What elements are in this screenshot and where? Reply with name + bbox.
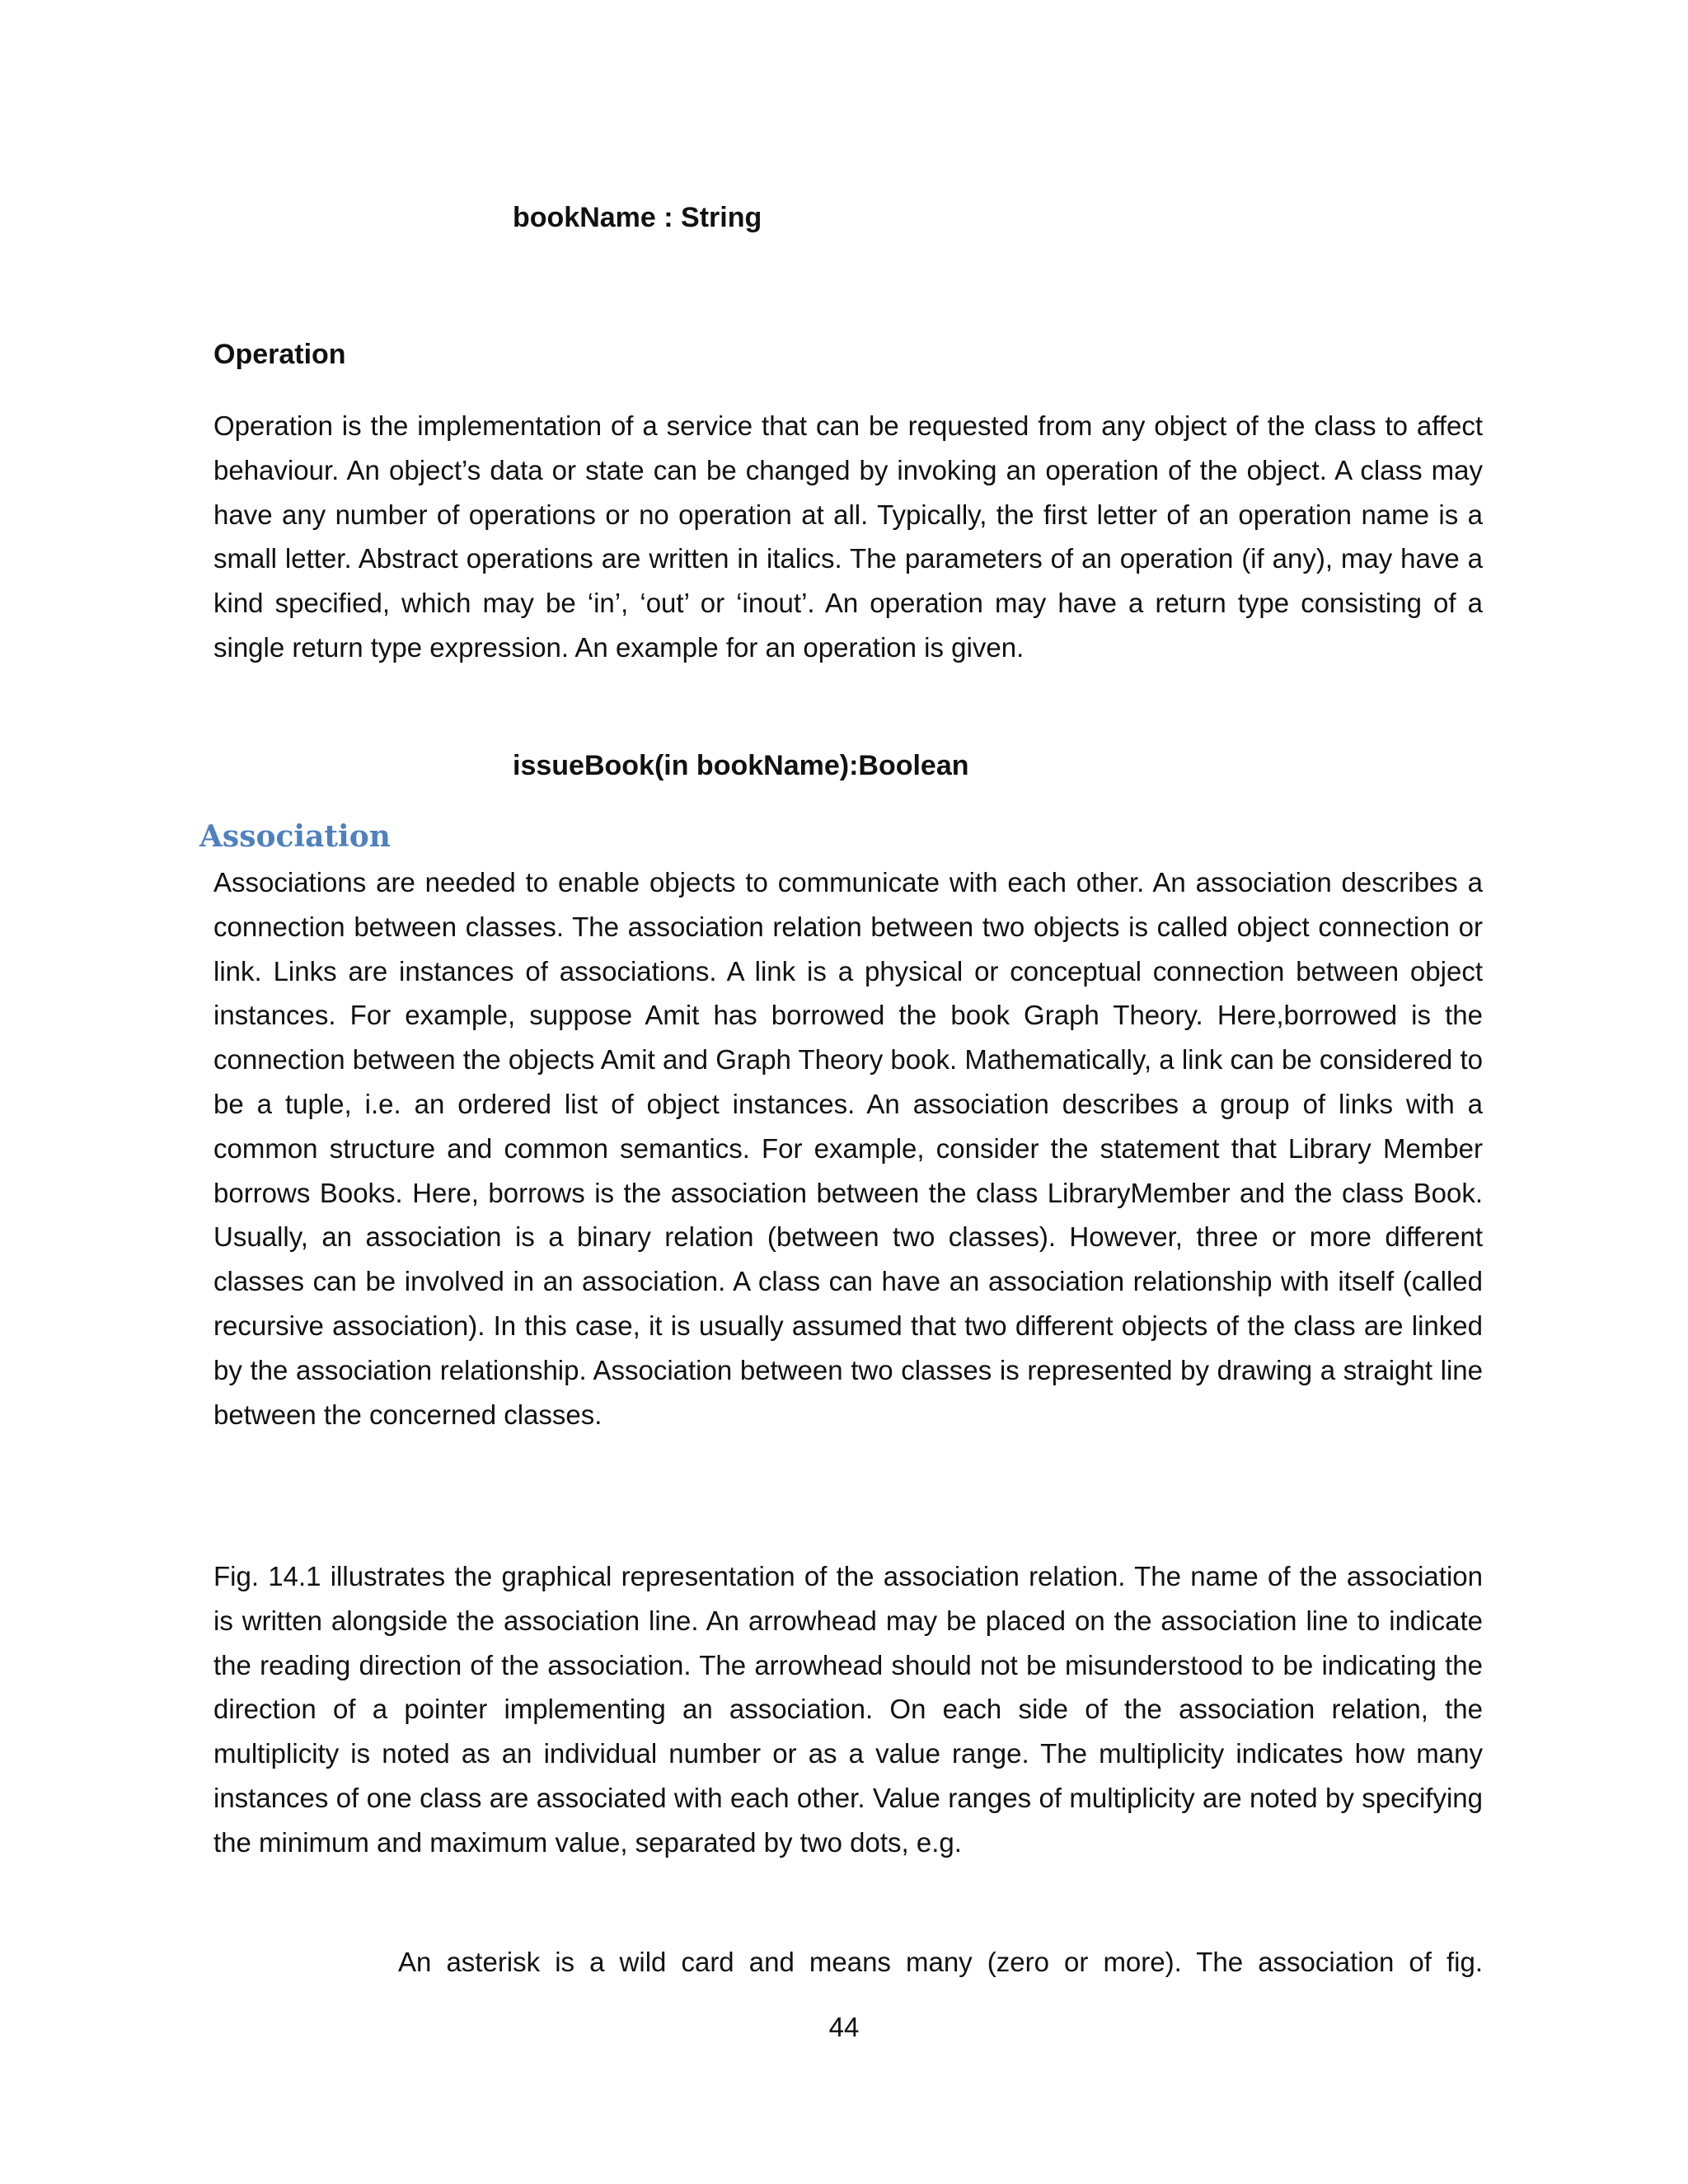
asterisk-line: An asterisk is a wild card and means many (zero or more). The association of fig. [398,1947,1483,1977]
operation-example: issueBook(in bookName):Boolean [513,750,969,781]
operation-heading: Operation [213,339,346,370]
operation-paragraph: Operation is the implementation of a service that can be requested from any object of the class to affect behaviour. An object’s data or state can be changed by invoking an operation of the object. A class may have any number of operations or no operation at all. Typically, the first letter of an operation name is a small letter. Abstract operations are written in italics. The parameters of an operation (if any), may have a kind specified, which may be ‘in’, ‘out’ or ‘inout’. An operation may have a return type consisting of a single return type expression. An example for an operation is given. [213,410,1483,663]
figure-description-paragraph: Fig. 14.1 illustrates the graphical representation of the association relation. The name of the association is written alongside the association line. An arrowhead may be placed on the association line to indicate the reading direction of the association. The arrowhead should not be misunderstood to be indicating the direction of a pointer implementing an association. On each side of the association relation, the multiplicity is noted as an individual number or as a value range. The multiplicity indicates how many instances of one class are associated with each other. Value ranges of multiplicity are noted by specifying the minimum and maximum value, separated by two dots, e.g. [213,1561,1483,1858]
association-heading: Association [199,819,391,854]
page-number: 44 [828,2012,860,2042]
association-paragraph: Associations are needed to enable objects to communicate with each other. An association describes a connection between classes. The association relation between two objects is called object connection or link. Links are instances of associations. A link is a physical or conceptual connection between object instances. For example, suppose Amit has borrowed the book Graph Theory. Here,borrowed is the connection between the objects Amit and Graph Theory book. Mathematically, a link can be considered to be a tuple, i.e. an ordered list of object instances. An association describes a group of links with a common structure and common semantics. For example, consider the statement that Library Member borrows Books. Here, borrows is the association between the class LibraryMember and the class Book. Usually, an association is a binary relation (between two classes). However, three or more different classes can be involved in an association. A class can have an association relationship with itself (called recursive association). In this case, it is usually assumed that two different objects of the class are linked by the association relationship. Association between two classes is represented by drawing a straight line between the concerned classes. [213,867,1483,1430]
attribute-example: bookName : String [513,202,762,233]
